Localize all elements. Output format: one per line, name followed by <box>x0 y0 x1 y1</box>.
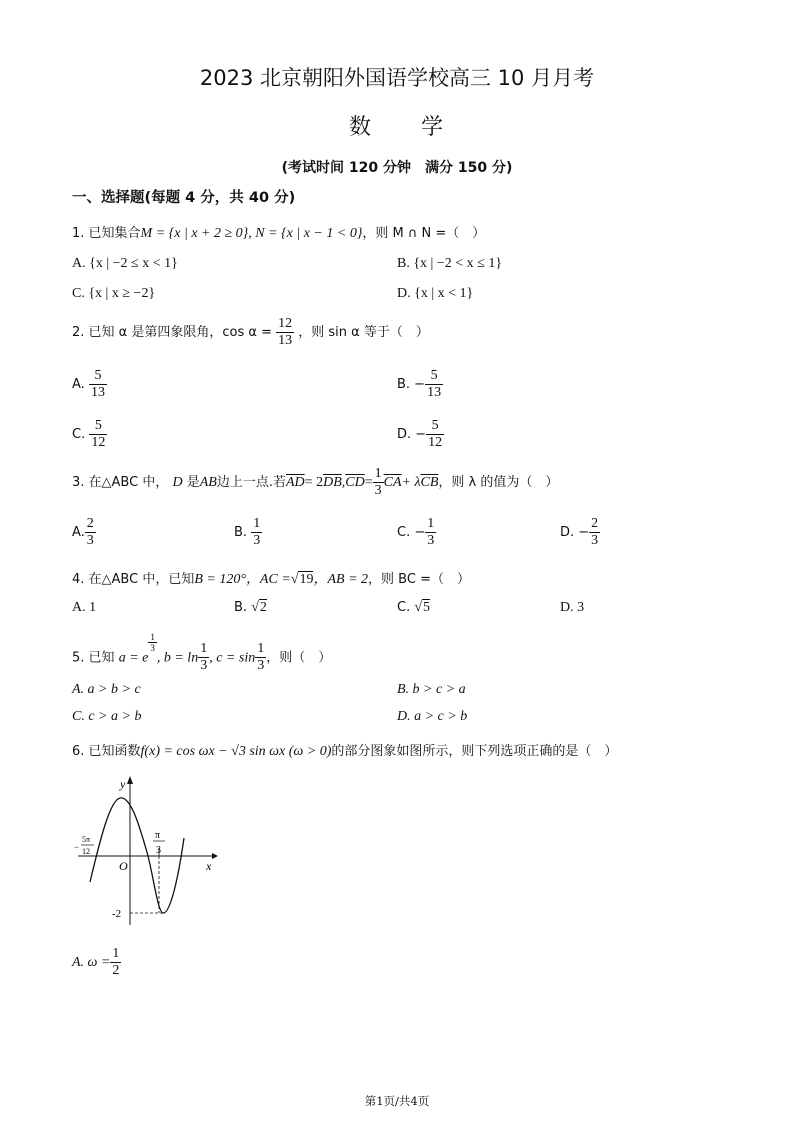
q5-option-c: C. c > a > b <box>72 709 142 724</box>
section-title: 一、选择题(每题 4 分，共 40 分) <box>72 190 296 206</box>
x-axis-arrow-icon <box>212 853 218 859</box>
q4-option-c: C. √5 <box>397 600 431 615</box>
q1-option-d: D. {x | x < 1} <box>397 286 474 301</box>
left-tick-den: 12 <box>82 847 90 856</box>
q2-option-b: B. − $\frac{5}{13}$ <box>397 368 442 401</box>
subject-char-2: 学 <box>421 115 446 140</box>
min-value-label: -2 <box>112 908 122 920</box>
y-axis-label: y <box>120 777 126 791</box>
question-5: 5. 已知 a = e $\frac{1}{3}$ , b = ln $\frac{1}{3}$ , c = sin $\frac{1}{3}$ ，则（ ） <box>72 632 332 674</box>
x-axis-label: x <box>206 859 212 873</box>
q3-option-b: B. $\frac{1}{3}$ <box>234 516 261 549</box>
question-1-suffix: ，则 M ∩ N =（ ） <box>362 226 486 241</box>
y-axis-arrow-icon <box>127 776 133 784</box>
sine-curve <box>90 798 184 913</box>
question-1-math: M = {x | x + 2 ≥ 0}, N = {x | x − 1 < 0} <box>140 226 363 241</box>
q1-option-a: A. {x | −2 ≤ x < 1} <box>72 256 178 271</box>
question-1 <box>72 222 485 242</box>
exam-title: 2023 北京朝阳外国语学校高三 10 月月考 <box>199 66 595 90</box>
q2-option-c: C. $\frac{5}{12}$ <box>72 418 106 451</box>
page-footer: 第1页/共4页 <box>364 1094 430 1108</box>
question-1-prefix: 1. 已知集合 <box>72 226 141 241</box>
q1-option-c: C. {x | x ≥ −2} <box>72 286 156 301</box>
q5-option-b: B. b > c > a <box>397 682 466 697</box>
exam-info: (考试时间 120 分钟 满分 150 分) <box>281 160 513 176</box>
q5-option-a: A. a > b > c <box>72 682 141 697</box>
question-2-fraction: $\frac{12}{13}$ <box>278 316 293 349</box>
left-tick-sign: − <box>74 842 80 852</box>
question-2-suffix: ，则 sin α 等于（ ） <box>298 325 429 341</box>
q4-option-d: D. 3 <box>560 600 585 615</box>
left-tick-num: 5π <box>82 835 91 844</box>
q1-option-b: B. {x | −2 < x ≤ 1} <box>397 256 503 271</box>
origin-label: O <box>119 859 128 873</box>
question-3: 3. 在△ABC 中， D 是AB边上一点.若$\overline{AD}= 2\overline{DB},\overline{CD}=$ $\frac{1}{3}$ $\overline{CA}+ \lambda\overline{CB}$，则 λ 的值为（ ） <box>72 466 559 499</box>
q3-option-c: C. − $\frac{1}{3}$ <box>397 516 435 549</box>
subject-char-1: 数 <box>348 115 373 140</box>
question-6: 6. 已知函数f(x) = cos ωx − √3 sin ωx (ω > 0)的部分图象如图所示，则下列选项正确的是（ ） <box>72 744 618 759</box>
q4-option-a: A. 1 <box>72 600 97 615</box>
question-2-prefix: 2. 已知 α 是第四象限角，cos α = <box>72 325 272 341</box>
q6-option-a: A. ω = $\frac{1}{2}$ <box>72 946 120 979</box>
q3-option-d: D. − $\frac{2}{3}$ <box>560 516 599 549</box>
q5-option-d: D. a > c > b <box>397 709 468 724</box>
pi-tick-num: π <box>155 830 161 841</box>
subject-title <box>0 110 794 141</box>
q2-option-a: A. $\frac{5}{13}$ <box>72 368 105 401</box>
question-2 <box>72 316 429 349</box>
q3-option-a: A. $\frac{2}{3}$ <box>72 516 94 549</box>
pi-tick-den: 3 <box>156 845 161 856</box>
question-4: 4. 在△ABC 中，已知B = 120°，AC =√19，AB = 2，则 BC =（ ） <box>72 572 470 587</box>
q6-function-graph <box>70 770 220 930</box>
q2-option-d: D. − $\frac{5}{12}$ <box>397 418 443 451</box>
q4-option-b: B. √2 <box>234 600 267 615</box>
